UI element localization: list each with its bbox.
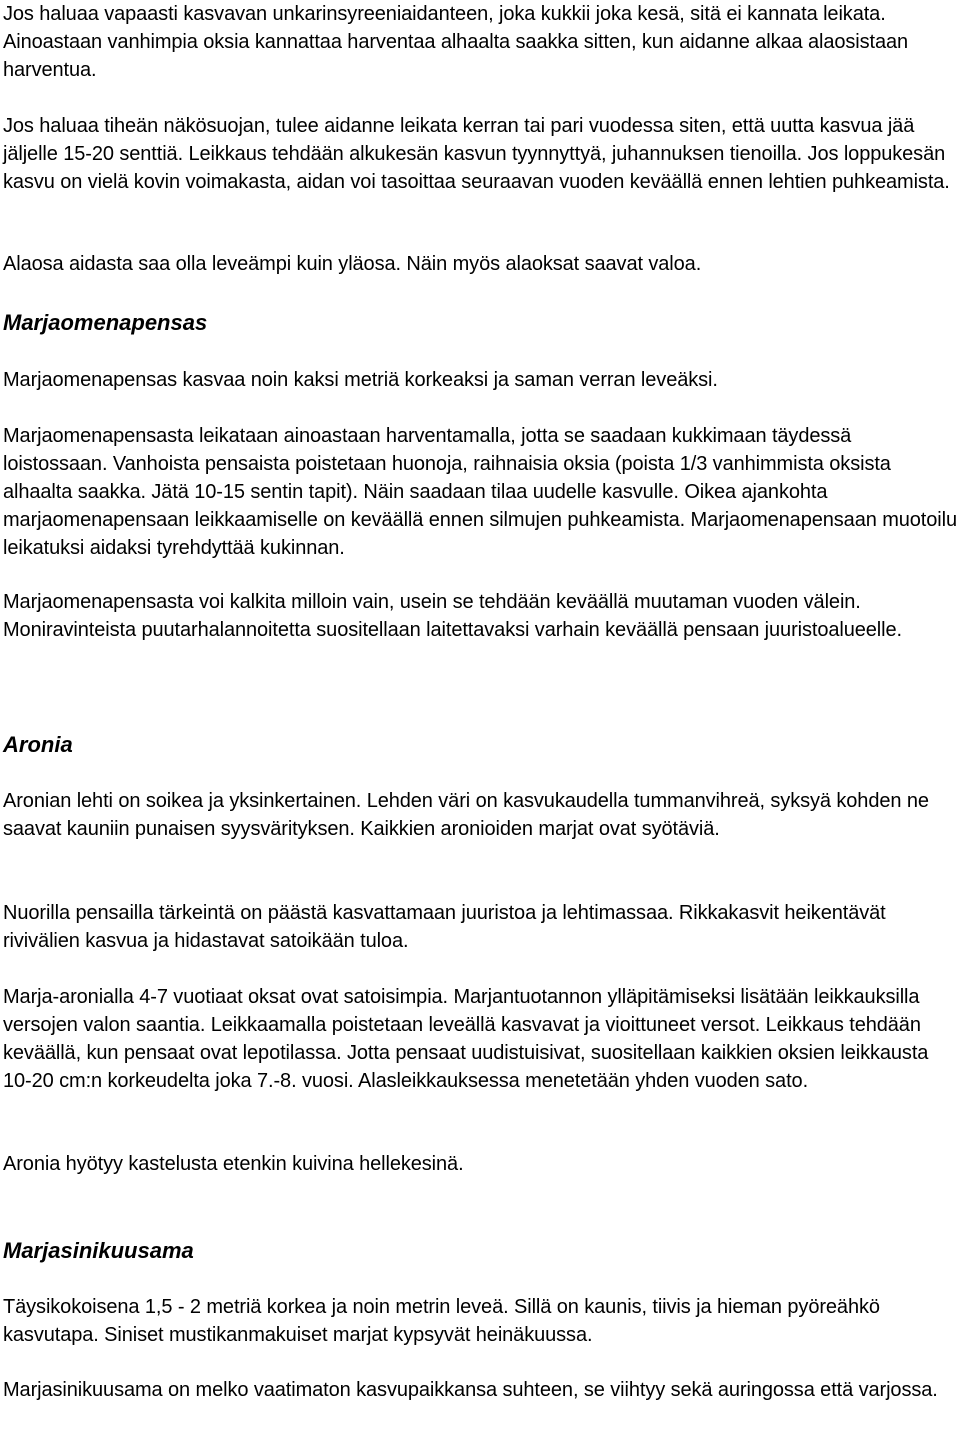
intro-paragraph-1: Jos haluaa vapaasti kasvavan unkarinsyreeniaidanteen, joka kukkii joka kesä, sitä ei kannata leikata. Ainoastaan vanhimpia oksia kannattaa harventaa alhaalta saakka sitten, kun aidanne alkaa alaosistaan harventua. <box>3 3 909 81</box>
marjaomenapensas-paragraph-1: Marjaomenapensas kasvaa noin kaksi metriä korkeaksi ja saman verran leveäksi. <box>3 369 718 391</box>
aronia-paragraph-3: Marja-aronialla 4-7 vuotiaat oksat ovat satoisimpia. Marjantuotannon ylläpitämiseksi lisätään leikkauksilla versojen valon saantia. Leikkaamalla poistetaan leveällä kasvavat ja vioittuneet versot. Leikkaus tehdään keväällä, kun pensaat ovat lepotilassa. Jotta pensaat uudistuisivat, suositellaan kaikkien oksien leikkausta 10-20 cm:n korkeudelta joka 7.-8. vuosi. Alasleikkauksessa menetetään yhden vuoden sato. <box>3 986 929 1092</box>
section-title-aronia: Aronia <box>3 732 73 757</box>
section-title-marjaomenapensas: Marjaomenapensas <box>3 310 208 335</box>
marjasinikuusama-paragraph-2: Marjasinikuusama on melko vaatimaton kasvupaikkansa suhteen, se viihtyy sekä auringossa että varjossa. <box>3 1379 938 1401</box>
aronia-paragraph-1: Aronian lehti on soikea ja yksinkertainen. Lehden väri on kasvukaudella tummanvihreä, syksyä kohden ne saavat kauniin punaisen syysvärityksen. Kaikkien aronioiden marjat ovat syötäviä. <box>3 790 929 840</box>
aronia-paragraph-2: Nuorilla pensailla tärkeintä on päästä kasvattamaan juuristoa ja lehtimassaa. Rikkakasvit heikentävät rivivälien kasvua ja hidastavat satoikään tuloa. <box>3 902 886 952</box>
marjaomenapensas-paragraph-3: Marjaomenapensasta voi kalkita milloin vain, usein se tehdään keväällä muutaman vuoden välein. Moniravinteista puutarhalannoitetta suositellaan laitettavaksi varhain keväällä pensaan juuristoalueelle. <box>3 591 902 641</box>
aronia-paragraph-4: Aronia hyötyy kastelusta etenkin kuivina hellekesinä. <box>3 1153 464 1175</box>
intro-paragraph-3: Alaosa aidasta saa olla leveämpi kuin yläosa. Näin myös alaoksat saavat valoa. <box>3 253 702 275</box>
intro-paragraph-2: Jos haluaa tiheän näkösuojan, tulee aidanne leikata kerran tai pari vuodessa siten, että uutta kasvua jää jäljelle 15-20 senttiä. Leikkaus tehdään alkukesän kasvun tyynnyttyä, juhannuksen tienoilla. Jos loppukesän kasvu on vielä kovin voimakasta, aidan voi tasoittaa seuraavan vuoden keväällä ennen lehtien puhkeamista. <box>3 115 950 193</box>
marjasinikuusama-paragraph-1: Täysikokoisena 1,5 - 2 metriä korkea ja noin metrin leveä. Sillä on kaunis, tiivis ja hieman pyöreähkö kasvutapa. Siniset mustikanmakuiset marjat kypsyvät heinäkuussa. <box>3 1296 880 1346</box>
section-title-marjasinikuusama: Marjasinikuusama <box>3 1238 194 1263</box>
marjaomenapensas-paragraph-2: Marjaomenapensasta leikataan ainoastaan harventamalla, jotta se saadaan kukkimaan täydessä loistossaan. Vanhoista pensaista poistetaan huonoja, raihnaisia oksia (poista 1/3 vanhimmista oksista alhaalta saakka. Jätä 10-15 sentin tapit). Näin saadaan tilaa uudelle kasvulle. Oikea ajankohta marjaomenapensaan leikkaamiselle on keväällä ennen silmujen puhkeamista. Marjaomenapensaan muotoilu leikatuksi aidaksi tyrehdyttää kukinnan. <box>3 425 957 559</box>
